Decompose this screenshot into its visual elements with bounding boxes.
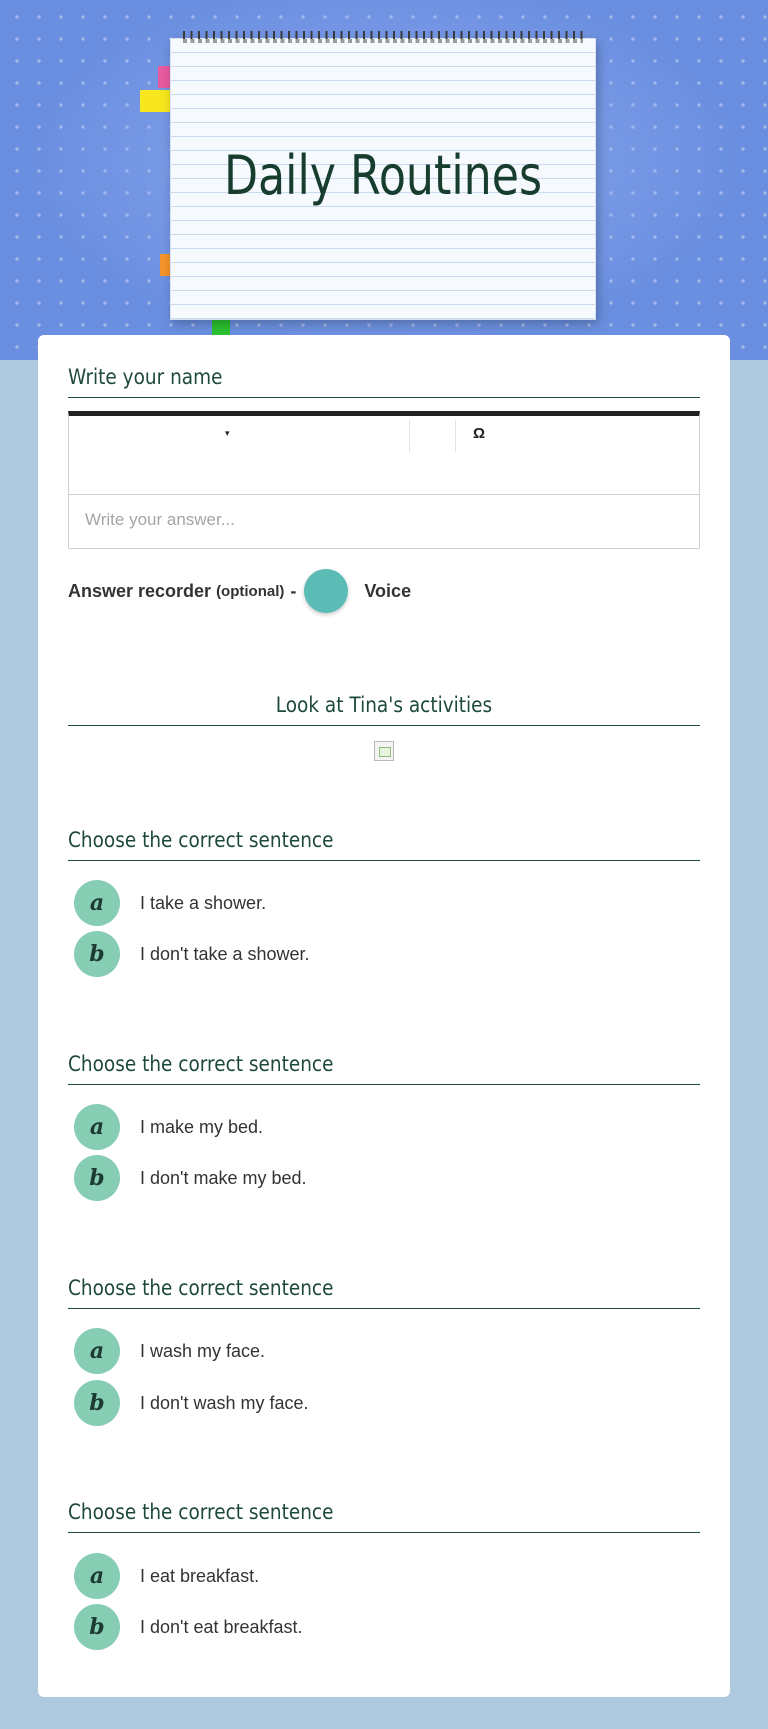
- notebook-illustration: [170, 38, 596, 320]
- option-text: I don't make my bed.: [140, 1167, 307, 1188]
- caret-down-icon[interactable]: ▾: [225, 428, 230, 438]
- question-title: Choose the correct sentence: [68, 1276, 700, 1309]
- omega-icon[interactable]: Ω: [473, 425, 486, 442]
- option-text: I make my bed.: [140, 1116, 264, 1137]
- option-a[interactable]: [74, 1553, 259, 1599]
- question-title: Choose the correct sentence: [68, 1500, 700, 1533]
- option-a[interactable]: [74, 880, 266, 926]
- option-b[interactable]: [74, 1604, 303, 1650]
- option-letter-bubble[interactable]: b: [74, 1380, 120, 1426]
- option-letter-bubble[interactable]: a: [74, 880, 120, 926]
- toolbar-divider: [409, 420, 410, 452]
- question-title: Choose the correct sentence: [68, 828, 700, 861]
- spiral-binding: [183, 27, 583, 49]
- recorder-dash: -: [290, 580, 297, 601]
- voice-record-button[interactable]: [304, 569, 348, 613]
- option-b[interactable]: [74, 1155, 307, 1201]
- option-text: I take a shower.: [140, 892, 267, 913]
- question-title-name: Write your name: [68, 365, 700, 398]
- option-b[interactable]: [74, 1380, 309, 1426]
- option-text: I don't wash my face.: [140, 1392, 309, 1413]
- answer-recorder: [68, 569, 411, 613]
- editor-toolbar: [69, 416, 699, 452]
- broken-image-icon: [374, 741, 394, 761]
- answer-editor[interactable]: [68, 411, 700, 549]
- option-text: I wash my face.: [140, 1340, 266, 1361]
- option-text: I don't eat breakfast.: [140, 1616, 303, 1637]
- section-title: Look at Tina's activities: [68, 693, 700, 726]
- answer-input[interactable]: Write your answer...: [69, 494, 699, 549]
- question-title: Choose the correct sentence: [68, 1052, 700, 1085]
- page-title: Daily Routines: [223, 144, 543, 207]
- option-a[interactable]: [74, 1104, 263, 1150]
- toolbar-divider: [455, 420, 456, 452]
- option-letter-bubble[interactable]: b: [74, 1604, 120, 1650]
- option-letter-bubble[interactable]: b: [74, 1155, 120, 1201]
- worksheet-card: [38, 335, 730, 1697]
- option-letter-bubble[interactable]: a: [74, 1328, 120, 1374]
- option-letter-bubble[interactable]: a: [74, 1104, 120, 1150]
- option-a[interactable]: [74, 1328, 265, 1374]
- option-text: I eat breakfast.: [140, 1565, 260, 1586]
- recorder-optional: (optional): [216, 582, 285, 600]
- voice-label: Voice: [364, 580, 412, 601]
- option-letter-bubble[interactable]: a: [74, 1553, 120, 1599]
- option-letter-bubble[interactable]: b: [74, 931, 120, 977]
- option-b[interactable]: [74, 931, 310, 977]
- recorder-label: Answer recorder: [68, 580, 212, 601]
- option-text: I don't take a shower.: [140, 943, 310, 964]
